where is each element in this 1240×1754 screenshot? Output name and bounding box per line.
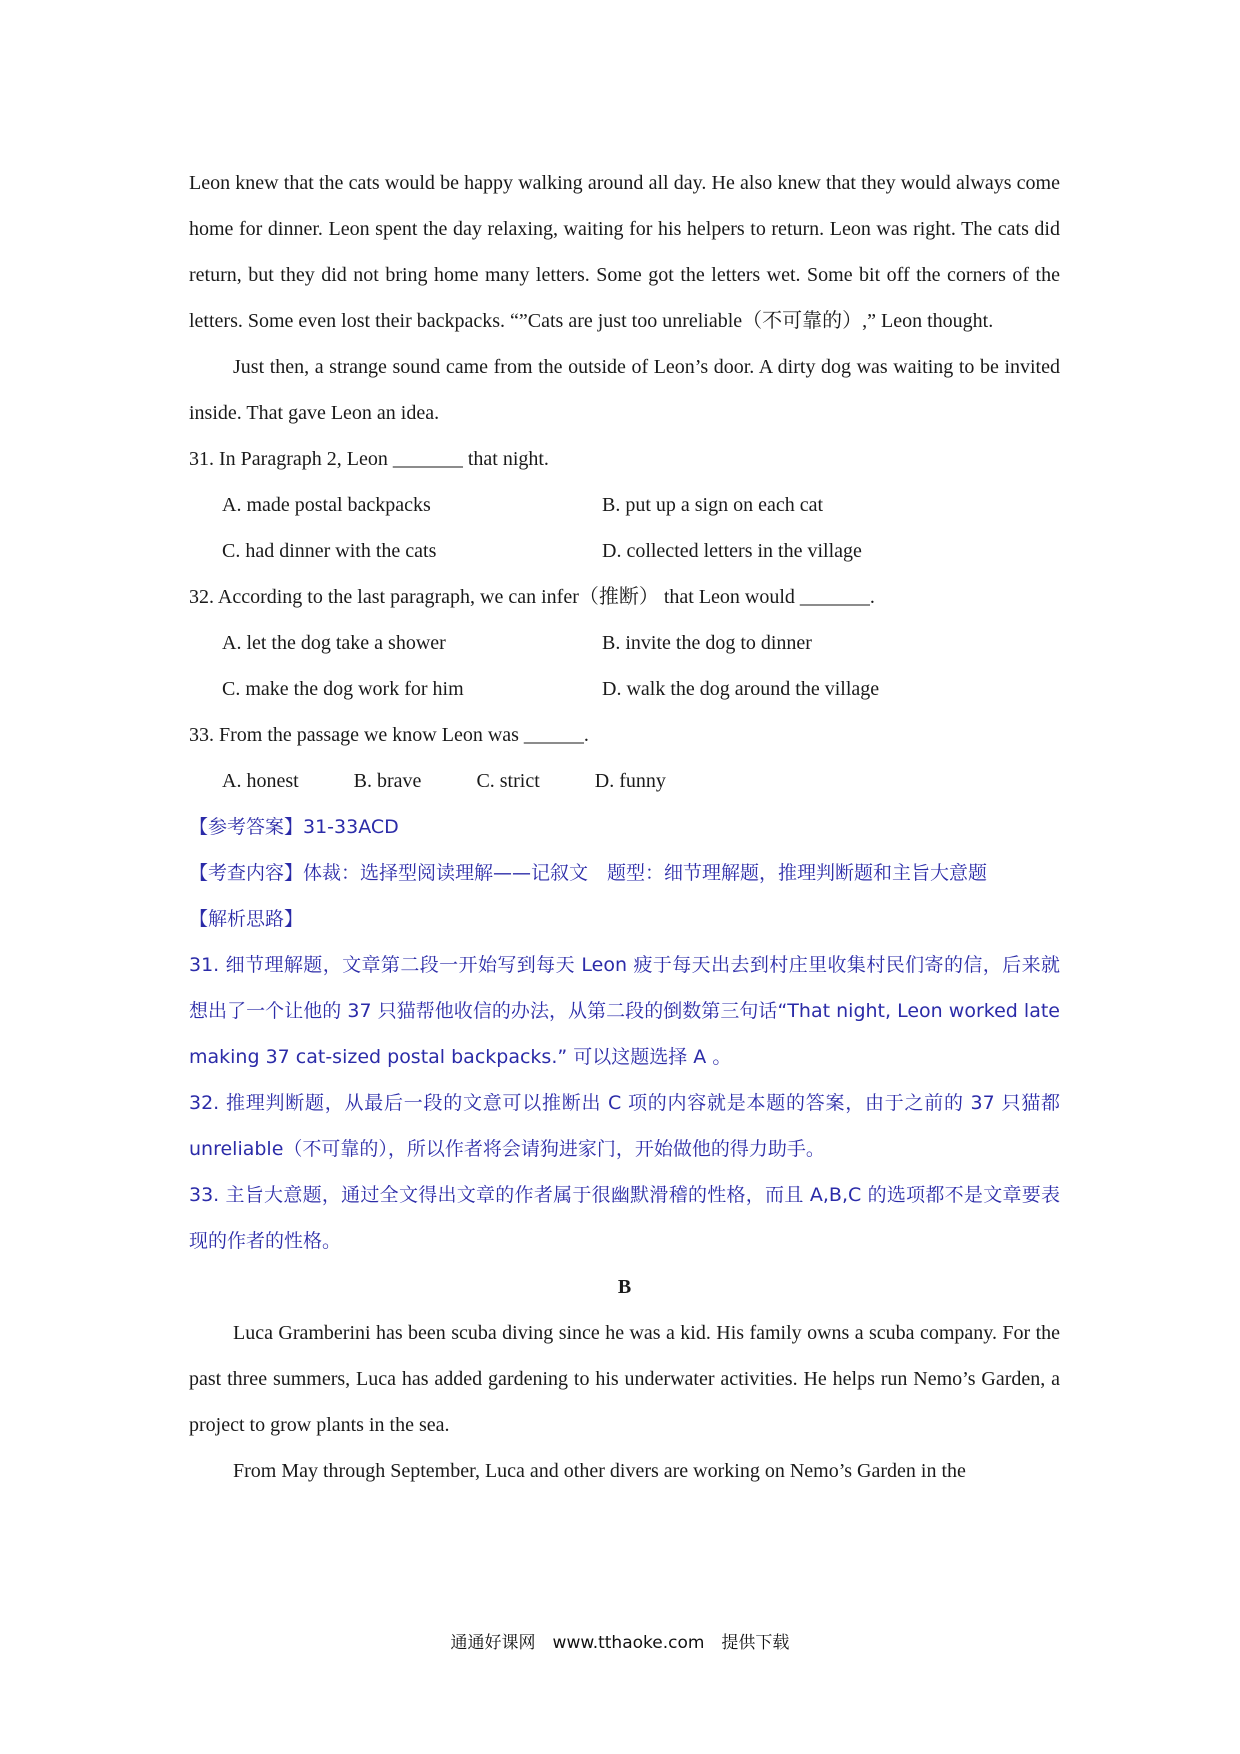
option-33-b: B. brave: [353, 770, 422, 792]
question-31-options-row-2: [189, 528, 1060, 574]
passage-a-paragraph-2: Just then, a strange sound came from the outside of Leon’s door. A dirty dog was waiting to be invited inside. That gave Leon an idea.: [189, 356, 1060, 424]
page-footer: 通通好课网 www.tthaoke.com 提供下载: [450, 1633, 790, 1653]
option-31-c: C. had dinner with the cats: [222, 540, 437, 562]
answer-key-analysis-label: 【解析思路】: [189, 908, 304, 930]
question-32-options-row-1: [189, 620, 1060, 666]
option-32-a: A. let the dog take a shower: [222, 632, 446, 654]
option-31-a: A. made postal backpacks: [222, 494, 431, 516]
option-31-b: B. put up a sign on each cat: [602, 494, 824, 516]
answer-key-answer: 【参考答案】31-33ACD: [189, 816, 399, 838]
answer-key-content: 【考查内容】体裁：选择型阅读理解——记叙文 题型：细节理解题，推理判断题和主旨大意题: [189, 862, 988, 884]
passage-b-paragraph-2: From May through September, Luca and other divers are working on Nemo’s Garden in the: [233, 1460, 966, 1482]
option-31-d: D. collected letters in the village: [602, 540, 862, 562]
option-32-d: D. walk the dog around the village: [602, 678, 880, 700]
question-32-stem: 32. According to the last paragraph, we can infer（推断） that Leon would _______.: [189, 586, 875, 608]
explanation-31: 31. 细节理解题，文章第二段一开始写到每天 Leon 疲于每天出去到村庄里收集村民们寄的信，后来就想出了一个让他的 37 只猫帮他收信的办法，从第二段的倒数第三句话“That night, Leon worked late making 37 cat-sized postal backpacks.” 可以这题选择 A 。: [189, 954, 1060, 1068]
question-32-options-row-2: [189, 666, 1060, 712]
option-33-c: C. strict: [476, 770, 540, 792]
question-31-stem: 31. In Paragraph 2, Leon _______ that night.: [189, 448, 549, 470]
question-31-options-row-1: [189, 482, 1060, 528]
option-33-a: A. honest: [222, 770, 299, 792]
question-33-stem: 33. From the passage we know Leon was ______.: [189, 724, 589, 746]
option-32-c: C. make the dog work for him: [222, 678, 464, 700]
passage-a-paragraph-1: Leon knew that the cats would be happy walking around all day. He also knew that they would always come home for dinner. Leon spent the day relaxing, waiting for his helpers to return. Leon was right. The cats did return, but they did not bring home many letters. Some got the letters wet. Some bit off the corners of the letters. Some even lost their backpacks. “”Cats are just too unreliable（不可靠的）,” Leon thought.: [189, 172, 1060, 332]
option-33-d: D. funny: [594, 770, 666, 792]
explanation-32: 32. 推理判断题，从最后一段的文意可以推断出 C 项的内容就是本题的答案，由于之前的 37 只猫都 unreliable（不可靠的），所以作者将会请狗进家门，开始做他的得力助手。: [189, 1092, 1060, 1160]
page-content: [189, 160, 1060, 1494]
explanation-33: 33. 主旨大意题，通过全文得出文章的作者属于很幽默滑稽的性格，而且 A,B,C 的选项都不是文章要表现的作者的性格。: [189, 1184, 1060, 1252]
option-32-b: B. invite the dog to dinner: [602, 632, 812, 654]
section-heading-b: B: [617, 1276, 632, 1298]
passage-b-paragraph-1: Luca Gramberini has been scuba diving since he was a kid. His family owns a scuba company. For the past three summers, Luca has added gardening to his underwater activities. He helps run Nemo’s Garden, a project to grow plants in the sea.: [189, 1322, 1060, 1436]
question-33-options: [189, 758, 1060, 804]
